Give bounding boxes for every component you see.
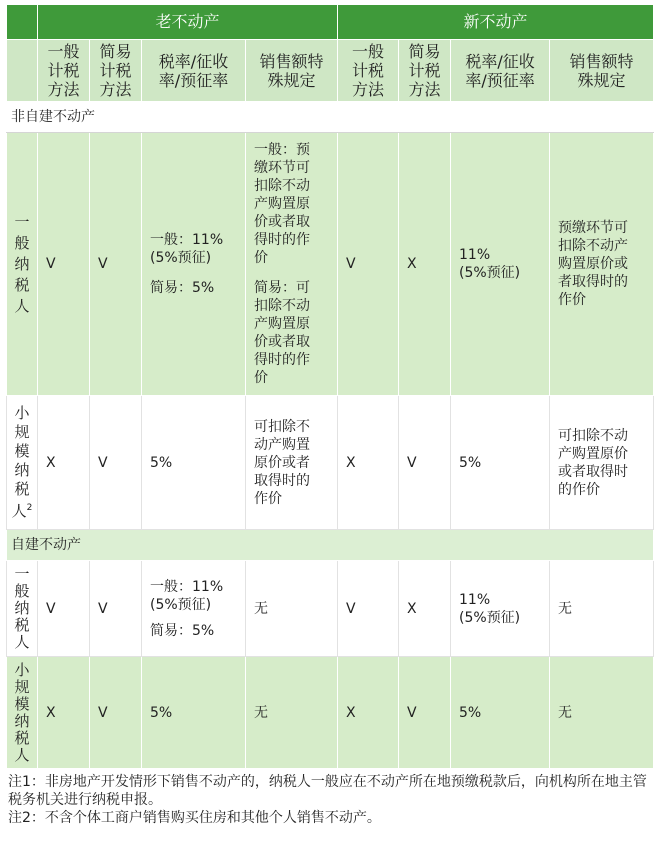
- row-label-small-scale-taxpayer: 小 规 模 纳 税 人: [7, 657, 38, 769]
- cell-old-general: X: [38, 396, 90, 530]
- section-non-self-built: 非自建不动产: [7, 102, 654, 133]
- row-label-general-taxpayer: 一 般 纳 税 人: [7, 133, 38, 396]
- cell-new-general: V: [338, 561, 399, 657]
- cell-old-general: V: [38, 133, 90, 396]
- cell-new-general: X: [338, 657, 399, 769]
- cell-old-rule: 无: [246, 561, 338, 657]
- section-row: [7, 530, 654, 561]
- footnotes: [8, 773, 648, 827]
- subheader-row: [7, 40, 654, 102]
- row-label-general-taxpayer: 一 般 纳 税 人: [7, 561, 38, 657]
- cell-new-rate: 11% (5%预征): [451, 133, 550, 396]
- subheader-blank: [7, 40, 38, 102]
- col-new-simple-method: 简易 计税 方法: [399, 40, 451, 102]
- col-old-general-method: 一般 计税 方法: [38, 40, 90, 102]
- cell-old-simple: V: [90, 133, 142, 396]
- cell-old-general: V: [38, 561, 90, 657]
- section-row: [7, 102, 654, 133]
- cell-new-rate: 5%: [451, 396, 550, 530]
- cell-new-general: X: [338, 396, 399, 530]
- col-new-general-method: 一般 计税 方法: [338, 40, 399, 102]
- col-old-rate: 税率/征收 率/预征率: [142, 40, 246, 102]
- cell-new-simple: V: [399, 396, 451, 530]
- col-new-rate: 税率/征收 率/预征率: [451, 40, 550, 102]
- cell-old-simple: V: [90, 396, 142, 530]
- cell-old-rate: 5%: [142, 396, 246, 530]
- table-row: [7, 396, 654, 530]
- footnote-2: 注2：不含个体工商户销售购买住房和其他个人销售不动产。: [8, 810, 381, 826]
- section-self-built: 自建不动产: [7, 530, 654, 561]
- cell-new-simple: X: [399, 561, 451, 657]
- row-label-small-scale-taxpayer: 小 规 模 纳 税 人$^2$: [7, 396, 38, 530]
- table-row: [7, 561, 654, 657]
- cell-new-rule: 预缴环节可 扣除不动产 购置原价或 者取得时的 作价: [550, 133, 654, 396]
- cell-new-general: V: [338, 133, 399, 396]
- col-old-rule: 销售额特 殊规定: [246, 40, 338, 102]
- col-new-rule: 销售额特 殊规定: [550, 40, 654, 102]
- cell-new-simple: V: [399, 657, 451, 769]
- cell-new-rule: 无: [550, 561, 654, 657]
- cell-old-general: X: [38, 657, 90, 769]
- header-new-property: 新不动产: [338, 5, 654, 40]
- cell-old-simple: V: [90, 561, 142, 657]
- header-blank: [7, 5, 38, 40]
- cell-old-rule: 一般：预 缴环节可 扣除不动 产购置原 价或者取 得时的作 价 简易：可 扣除不动 产购置原 价或者取 得时的作 价: [246, 133, 338, 396]
- table-row: [7, 133, 654, 396]
- col-old-simple-method: 简易 计税 方法: [90, 40, 142, 102]
- cell-new-rule: 无: [550, 657, 654, 769]
- cell-old-rate: 5%: [142, 657, 246, 769]
- tax-comparison-table: [6, 4, 654, 769]
- footnote-marker: 2: [26, 503, 33, 513]
- cell-new-rate: 5%: [451, 657, 550, 769]
- footnote-1: 注1：非房地产开发情形下销售不动产的，纳税人一般应在不动产所在地预缴税款后，向机构所在地主管税务机关进行纳税申报。: [8, 774, 647, 808]
- cell-old-rate: 一般：11% (5%预征) 简易：5%: [142, 561, 246, 657]
- table-row: [7, 657, 654, 769]
- cell-new-rate: 11% (5%预征): [451, 561, 550, 657]
- header-old-property: 老不动产: [38, 5, 338, 40]
- cell-old-rule: 可扣除不 动产购置 原价或者 取得时的 作价: [246, 396, 338, 530]
- header-row: [7, 5, 654, 40]
- cell-old-rule: 无: [246, 657, 338, 769]
- cell-old-simple: V: [90, 657, 142, 769]
- cell-new-rule: 可扣除不动 产购置原价 或者取得时 的作价: [550, 396, 654, 530]
- cell-new-simple: X: [399, 133, 451, 396]
- cell-old-rate: 一般：11% (5%预征) 简易：5%: [142, 133, 246, 396]
